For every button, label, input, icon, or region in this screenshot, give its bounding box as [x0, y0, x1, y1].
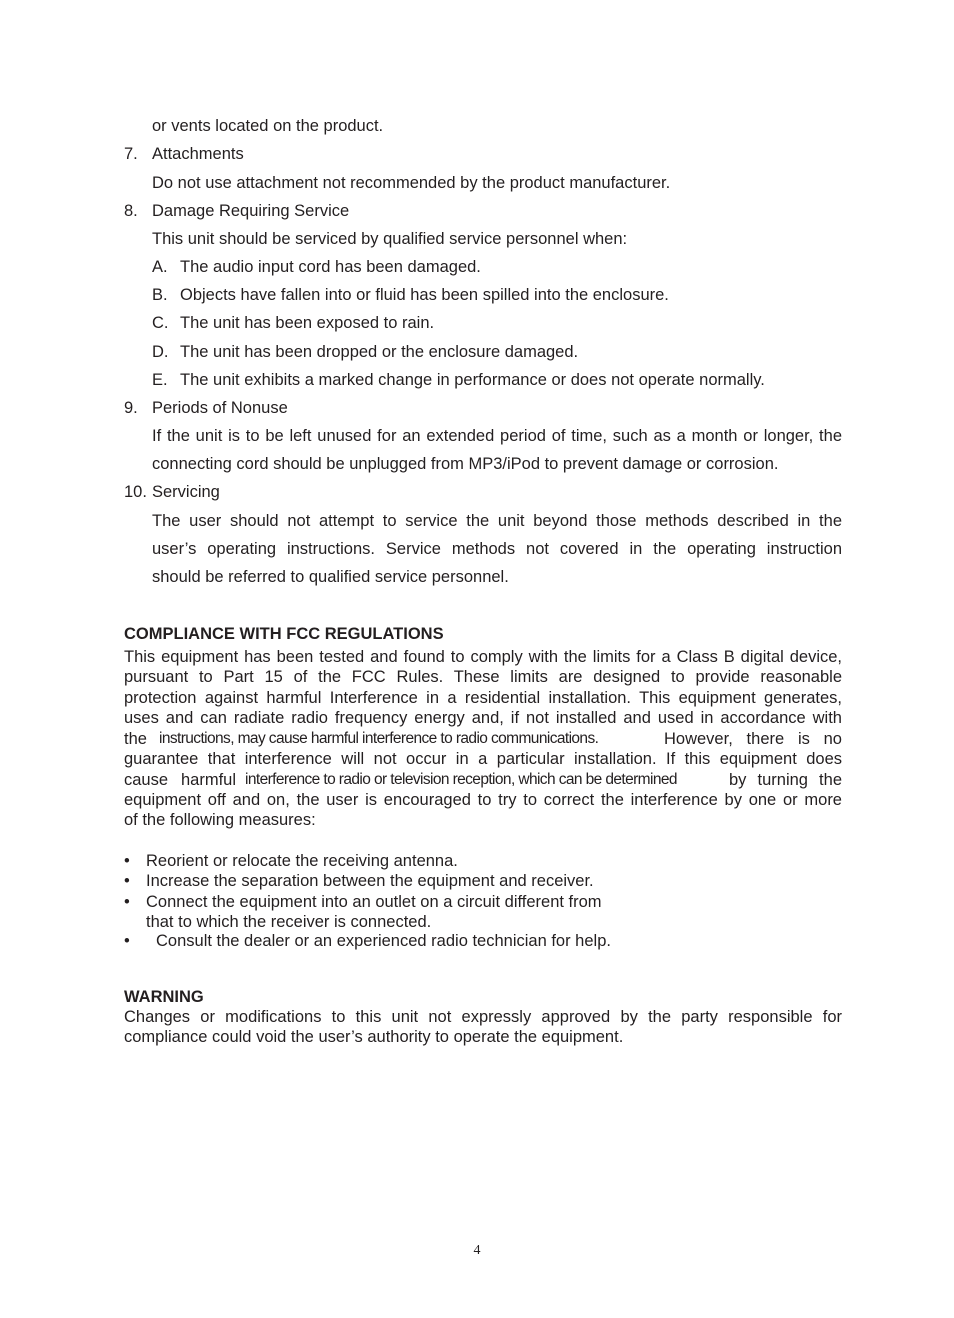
fcc-line7-end: by turning the [729, 771, 842, 789]
bullet-text: Reorient or relocate the receiving antenna. [146, 852, 458, 870]
subitem-text: Objects have fallen into or fluid has been spilled into the enclosure. [180, 286, 669, 304]
fcc-line7-condensed: interference to radio or television reception, which can be determined [245, 771, 677, 788]
fcc-line7-start: cause harmful [124, 771, 236, 789]
warning-heading: WARNING [124, 988, 204, 1006]
item-title-servicing: Servicing [152, 483, 220, 501]
subitem-text: The unit has been dropped or the enclosure damaged. [180, 343, 579, 361]
warning-line: Changes or modifications to this unit not expressly approved by the party responsible for [124, 1008, 842, 1026]
bullet-symbol: • [124, 932, 130, 950]
warning-line: compliance could void the user’s authority to operate the equipment. [124, 1028, 624, 1046]
fcc-paragraph-line: This equipment has been tested and found to comply with the limits for a Class B digital device, [124, 648, 842, 666]
item-body-line: The user should not attempt to service the unit beyond those methods described in the [152, 512, 842, 530]
bullet-text: Connect the equipment into an outlet on a circuit different from [146, 893, 602, 911]
item-number: 7. [124, 145, 138, 163]
bullet-text: Increase the separation between the equipment and receiver. [146, 872, 594, 890]
subitem-letter: E. [152, 371, 168, 389]
subitem-letter: D. [152, 343, 169, 361]
bullet-symbol: • [124, 893, 130, 911]
subitem-text: The audio input cord has been damaged. [180, 258, 481, 276]
bullet-text: Consult the dealer or an experienced radio technician for help. [156, 932, 611, 950]
subitem-letter: A. [152, 258, 168, 276]
fcc-paragraph-line: protection against harmful Interference in a residential installation. This equipment generates, [124, 689, 842, 707]
subitem-text: The unit has been exposed to rain. [180, 314, 435, 332]
item-number: 8. [124, 202, 138, 220]
fcc-line5-start: the [124, 730, 147, 748]
fcc-paragraph-line: guarantee that interference will not occur in a particular installation. If this equipment does [124, 750, 842, 768]
subitem-letter: C. [152, 314, 169, 332]
item-body-line: user’s operating instructions. Service methods not covered in the operating instruction [152, 540, 842, 558]
page-number: 4 [473, 1243, 481, 1258]
item-title-nonuse: Periods of Nonuse [152, 399, 288, 417]
continuation-text: or vents located on the product. [152, 117, 384, 135]
bullet-symbol: • [124, 872, 130, 890]
bullet-symbol: • [124, 852, 130, 870]
item-number: 9. [124, 399, 138, 417]
fcc-paragraph-line: pursuant to Part 15 of the FCC Rules. These limits are designed to provide reasonable [124, 668, 842, 686]
fcc-line5-end: However, there is no [664, 730, 842, 748]
item-number: 10. [124, 483, 147, 501]
item-title-damage: Damage Requiring Service [152, 202, 350, 220]
item-title-attachments: Attachments [152, 145, 244, 163]
item-body-line: connecting cord should be unplugged from MP3/iPod to prevent damage or corrosion. [152, 455, 779, 473]
item-body: This unit should be serviced by qualified service personnel when: [152, 230, 628, 248]
item-body-line: should be referred to qualified service personnel. [152, 568, 509, 586]
fcc-paragraph-line: equipment off and on, the user is encouraged to try to correct the interference by one or more [124, 791, 842, 809]
item-body-line: If the unit is to be left unused for an extended period of time, such as a month or longer, the [152, 427, 842, 445]
fcc-heading: COMPLIANCE WITH FCC REGULATIONS [124, 625, 444, 643]
fcc-line5-condensed: instructions, may cause harmful interference to radio communications. [159, 730, 599, 747]
fcc-paragraph-line: uses and can radiate radio frequency energy and, if not installed and used in accordance with [124, 709, 842, 727]
bullet-text-continuation: that to which the receiver is connected. [146, 913, 432, 931]
subitem-text: The unit exhibits a marked change in performance or does not operate normally. [180, 371, 765, 389]
item-body: Do not use attachment not recommended by the product manufacturer. [152, 174, 671, 192]
fcc-paragraph-line: of the following measures: [124, 811, 316, 829]
subitem-letter: B. [152, 286, 168, 304]
